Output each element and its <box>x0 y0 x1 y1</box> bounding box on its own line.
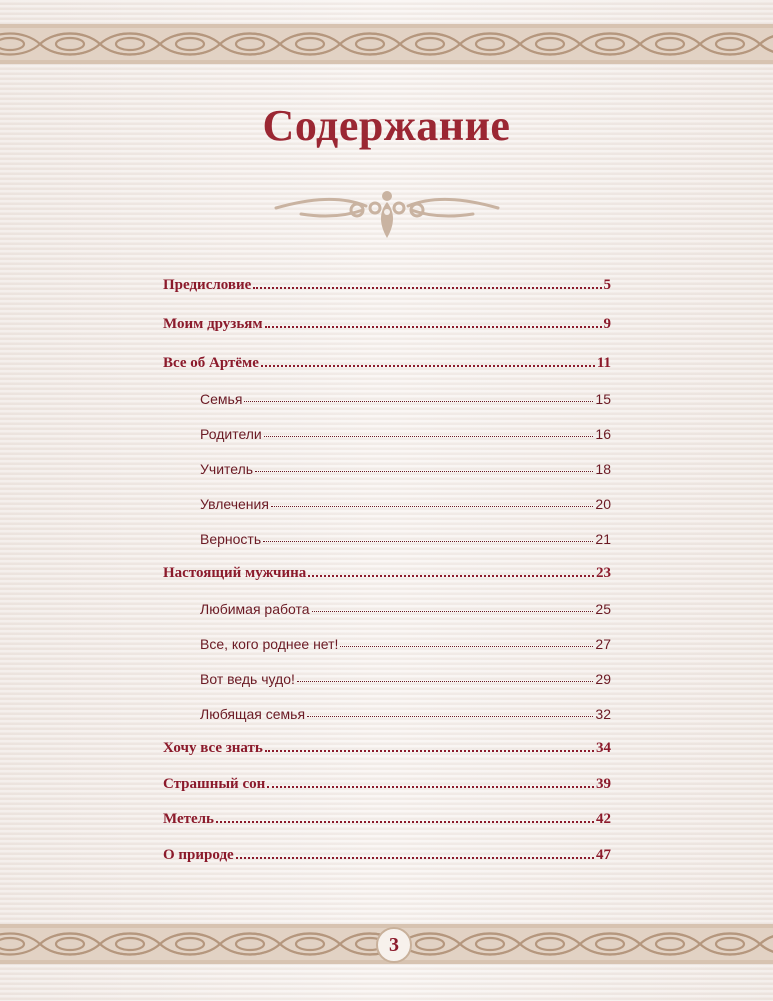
toc-entry-page: 39 <box>596 776 611 792</box>
dot-leader <box>216 821 594 823</box>
toc-entry-title: Все об Артёме <box>163 355 259 371</box>
toc-entry-page: 27 <box>595 636 611 652</box>
toc-entry-title: Метель <box>163 811 214 827</box>
dot-leader <box>265 326 602 328</box>
flourish-ornament-icon <box>271 184 503 242</box>
toc-entry[interactable] <box>163 840 611 864</box>
dot-leader <box>255 471 593 472</box>
toc-entry-page: 5 <box>603 277 611 293</box>
toc-subentry[interactable] <box>200 383 611 407</box>
toc-entry-page: 16 <box>595 426 611 442</box>
toc-entry-page: 9 <box>603 316 611 332</box>
toc-entry[interactable] <box>163 348 611 372</box>
toc-entry[interactable] <box>163 733 611 757</box>
toc-entry-title: Верность <box>200 531 262 547</box>
dot-leader <box>271 506 593 507</box>
dot-leader <box>267 786 594 788</box>
dot-leader <box>253 287 601 289</box>
toc-entry-title: Моим друзьям <box>163 316 263 332</box>
toc-subentry[interactable] <box>200 418 611 442</box>
page-number: 3 <box>376 927 412 963</box>
toc-entry-page: 15 <box>595 391 611 407</box>
toc-entry[interactable] <box>163 558 611 582</box>
toc-entry-page: 34 <box>596 740 611 756</box>
dot-leader <box>261 365 595 367</box>
top-decorative-border <box>0 24 773 64</box>
toc-entry-page: 11 <box>596 355 611 371</box>
toc-entry-page: 20 <box>595 496 611 512</box>
toc-entry-page: 25 <box>595 601 611 617</box>
toc-entry-page: 23 <box>596 565 611 581</box>
toc-subentry[interactable] <box>200 593 611 617</box>
dot-leader <box>265 750 594 752</box>
dot-leader <box>297 681 594 682</box>
dot-leader <box>340 646 593 647</box>
dot-leader <box>308 575 594 577</box>
dot-leader <box>307 716 593 717</box>
toc-entry-title: О природе <box>163 847 234 863</box>
toc-entry-title: Вот ведь чудо! <box>200 671 295 687</box>
dot-leader <box>264 436 594 437</box>
dot-leader <box>312 611 594 612</box>
toc-entry-page: 32 <box>595 706 611 722</box>
toc-entry[interactable] <box>163 804 611 828</box>
toc-subentry[interactable] <box>200 488 611 512</box>
toc-entry-title: Настоящий мужчина <box>163 565 307 581</box>
toc-entry-title: Увлечения <box>200 496 269 512</box>
toc-subentry[interactable] <box>200 628 611 652</box>
celtic-knot-border-top <box>0 24 773 64</box>
toc-entry-title: Предисловие <box>163 277 252 293</box>
toc-entry-title: Страшный сон <box>163 776 266 792</box>
page-title: Содержание <box>262 101 511 150</box>
toc-subentry[interactable] <box>200 523 611 547</box>
dot-leader <box>244 401 593 402</box>
toc-subentry[interactable] <box>200 698 611 722</box>
toc-entry-page: 42 <box>596 811 611 827</box>
dot-leader <box>236 857 594 859</box>
toc-entry-title: Все, кого роднее нет! <box>200 636 339 652</box>
toc-entry-title: Хочу все знать <box>163 740 263 756</box>
toc-entry-title: Любимая работа <box>200 601 310 617</box>
toc-entry[interactable] <box>163 769 611 793</box>
toc-entry-page: 47 <box>596 847 611 863</box>
dot-leader <box>263 541 593 542</box>
toc-entry-title: Семья <box>200 391 243 407</box>
toc-entry-title: Учитель <box>200 461 254 477</box>
toc-entry[interactable] <box>163 270 611 294</box>
toc-entry-page: 18 <box>595 461 611 477</box>
toc-entry-title: Любящая семья <box>200 706 306 722</box>
toc-entry[interactable] <box>163 309 611 333</box>
toc-entry-page: 21 <box>595 531 611 547</box>
toc-subentry[interactable] <box>200 663 611 687</box>
toc-entry-page: 29 <box>595 671 611 687</box>
toc-entry-title: Родители <box>200 426 262 442</box>
toc-subentry[interactable] <box>200 453 611 477</box>
